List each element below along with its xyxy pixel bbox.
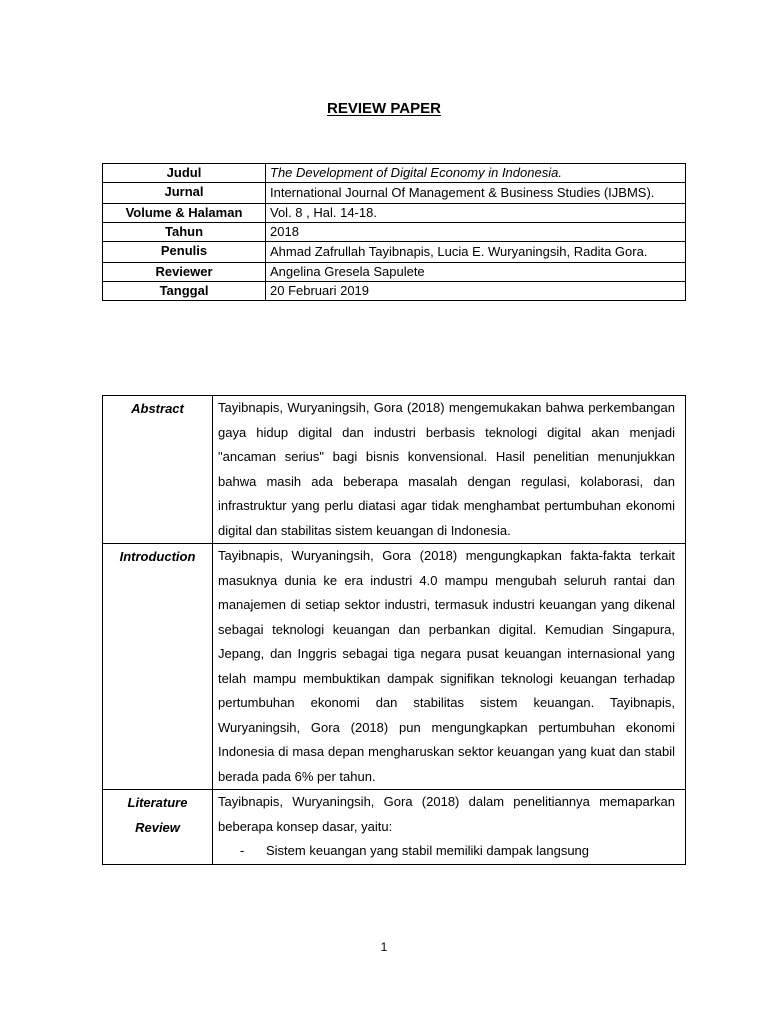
judul-label: Judul	[103, 164, 266, 183]
page-number: 1	[380, 940, 388, 954]
page-title: REVIEW PAPER	[327, 100, 441, 117]
table-row	[103, 242, 686, 263]
metadata-table	[102, 163, 686, 301]
table-row	[103, 263, 686, 282]
list-item	[218, 839, 675, 864]
review-table	[102, 395, 686, 865]
reviewer-value: Angelina Gresela Sapulete	[266, 263, 686, 282]
table-row	[103, 790, 686, 865]
literature-label-line2: Review	[135, 820, 180, 835]
penulis-value: Ahmad Zafrullah Tayibnapis, Lucia E. Wuryaningsih, Radita Gora.	[266, 242, 686, 263]
table-row	[103, 204, 686, 223]
penulis-label: Penulis	[103, 242, 266, 263]
literature-label	[103, 790, 213, 865]
abstract-text: Tayibnapis, Wuryaningsih, Gora (2018) mengemukakan bahwa perkembangan gaya hidup digital dan industri berbasis teknologi digital akan menjadi "ancaman serius" bagi bisnis konvensional. Hasil penelitian menunjukkan bahwa masih ada beberapa masalah dengan regulasi, kolaborasi, dan infrastruktur yang perlu diatasi agar tidak menghambat pertumbuhan ekonomi digital dan stabilitas sistem keuangan di Indonesia.	[213, 396, 686, 544]
literature-cell	[213, 790, 686, 865]
tanggal-value: 20 Februari 2019	[266, 282, 686, 301]
jurnal-value: International Journal Of Management & Business Studies (IJBMS).	[266, 183, 686, 204]
tanggal-label: Tanggal	[103, 282, 266, 301]
reviewer-label: Reviewer	[103, 263, 266, 282]
bullet-dash: -	[240, 843, 245, 858]
introduction-text: Tayibnapis, Wuryaningsih, Gora (2018) mengungkapkan fakta-fakta terkait masuknya dunia ke era industri 4.0 mampu mengubah seluruh rantai dan manajemen di setiap sektor industri, termasuk industri keuangan yang dikenal sebagai teknologi keuangan dan perbankan digital. Kemudian Singapura, Jepang, dan Inggris sebagai tiga negara pusat keuangan internasional yang telah mampu membuktikan dampak signifikan teknologi keuangan terhadap pertumbuhan ekonomi dan stabilitas sistem keuangan. Tayibnapis, Wuryaningsih, Gora (2018) pun mengungkapkan pertumbuhan ekonomi Indonesia di masa depan mengharuskan sektor keuangan yang kuat dan stabil berada pada 6% per tahun.	[213, 544, 686, 790]
introduction-label: Introduction	[103, 544, 213, 790]
bullet-text: Sistem keuangan yang stabil memiliki dampak langsung	[266, 843, 590, 858]
table-row	[103, 282, 686, 301]
volume-value: Vol. 8 , Hal. 14-18.	[266, 204, 686, 223]
volume-label: Volume & Halaman	[103, 204, 266, 223]
table-row	[103, 223, 686, 242]
table-row	[103, 164, 686, 183]
table-row	[103, 396, 686, 544]
table-row	[103, 544, 686, 790]
jurnal-label: Jurnal	[103, 183, 266, 204]
tahun-value: 2018	[266, 223, 686, 242]
literature-text: Tayibnapis, Wuryaningsih, Gora (2018) dalam penelitiannya memaparkan beberapa konsep dasar, yaitu:	[218, 794, 675, 834]
literature-label-line1: Literature	[127, 795, 188, 810]
abstract-label: Abstract	[103, 396, 213, 544]
judul-value: The Development of Digital Economy in Indonesia.	[266, 164, 686, 183]
table-row	[103, 183, 686, 204]
tahun-label: Tahun	[103, 223, 266, 242]
